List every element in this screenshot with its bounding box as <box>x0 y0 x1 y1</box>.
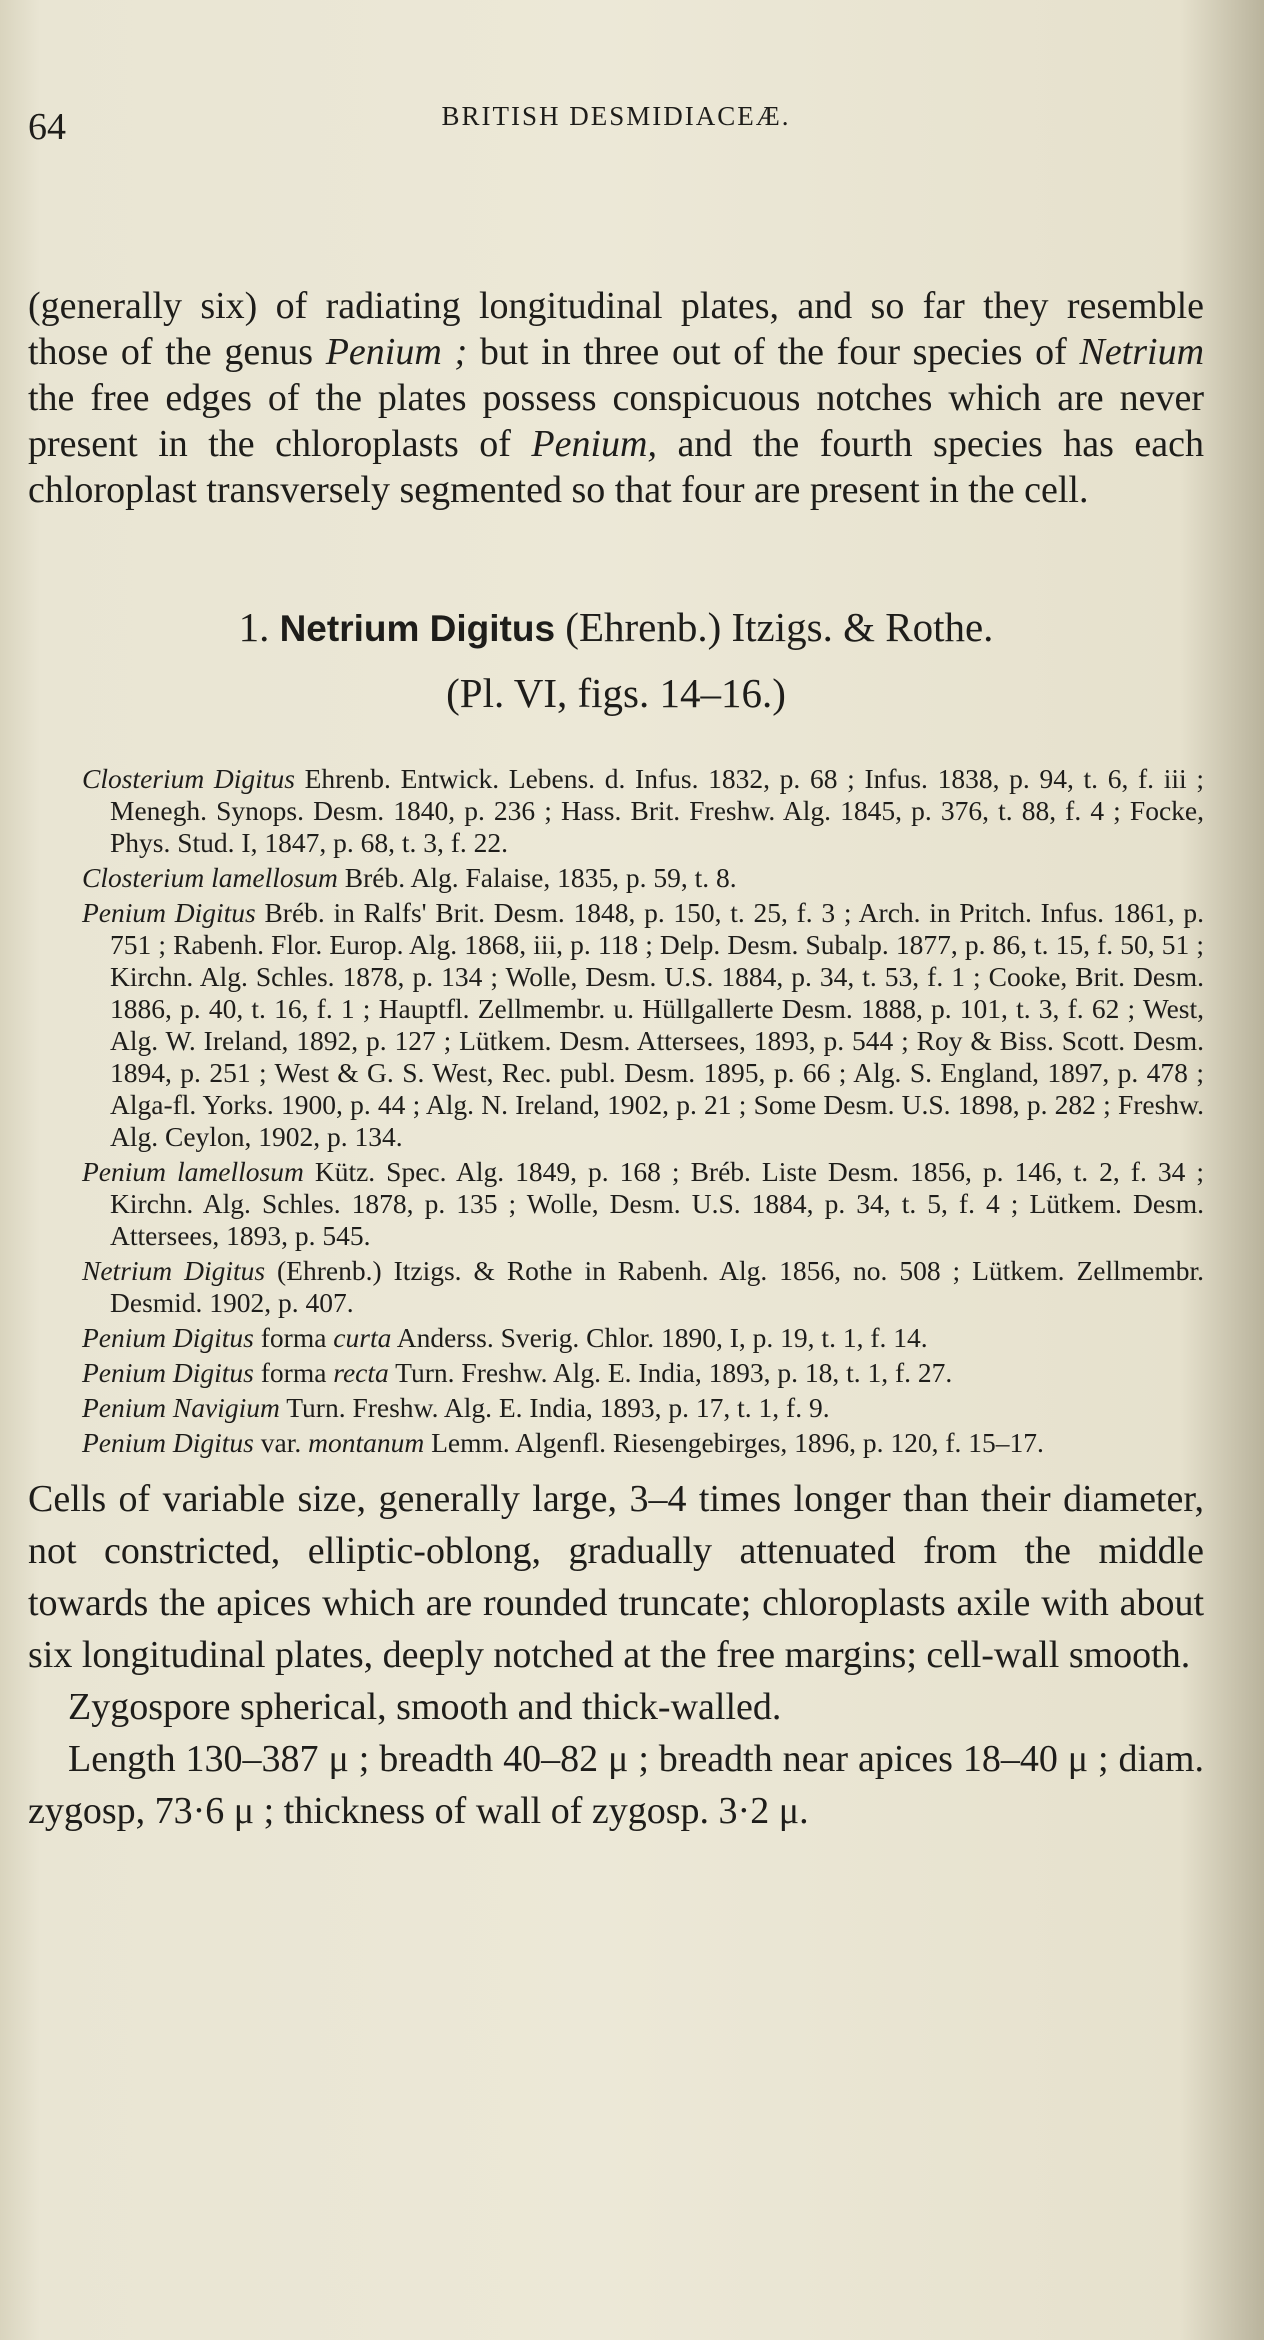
synonym-entry <box>82 763 1204 859</box>
synonym-name: Penium Digitus <box>82 1322 254 1353</box>
species-number: 1. <box>238 604 270 650</box>
plate-reference: (Pl. VI, figs. 14–16.) <box>446 670 786 716</box>
intro-run: (generally six) of radiating longitudinal plates, and so far they resemble those of the genus <box>28 285 1204 373</box>
synonym-citation: Kütz. Spec. Alg. 1849, p. 168 ; Bréb. Liste Desm. 1856, p. 146, t. 2, f. 34 ; Kirchn. Alg. Schles. 1878, p. 135 ; Wolle, Desm. U.S. 1884, p. 34, t. 5, f. 4 ; Lütkem. Desm. Attersees, 1893, p. 545. <box>110 1156 1204 1251</box>
synonym-entry <box>82 1322 1204 1354</box>
synonym-infraname: montanum <box>308 1427 425 1458</box>
synonym-infraname: curta <box>333 1322 392 1353</box>
synonym-name: Penium Digitus <box>82 897 256 928</box>
page-number: 64 <box>28 106 66 148</box>
species-heading <box>28 601 1204 655</box>
synonym-entry <box>82 862 1204 894</box>
synonym-citation: Turn. Freshw. Alg. E. India, 1893, p. 17, t. 1, f. 9. <box>279 1392 830 1423</box>
synonym-entry <box>82 1357 1204 1389</box>
synonym-rank: var. <box>253 1427 309 1458</box>
synonym-rank: forma <box>253 1322 334 1353</box>
synonym-citation: Ehrenb. Entwick. Lebens. d. Infus. 1832, p. 68 ; Infus. 1838, p. 94, t. 6, f. iii ; Menegh. Synops. Desm. 1840, p. 236 ; Hass. Brit. Freshw. Alg. 1845, p. 376, t. 88, f. 4 ; Focke, Phys. Stud. I, 1847, p. 68, t. 3, f. 22. <box>110 763 1204 858</box>
synonym-name: Penium Navigium <box>82 1392 280 1423</box>
synonym-name: Penium Digitus <box>82 1357 254 1388</box>
synonym-name: Penium lamellosum <box>82 1156 304 1187</box>
synonym-infraname: recta <box>333 1357 389 1388</box>
synonym-citation: (Ehrenb.) Itzigs. & Rothe in Rabenh. Alg. 1856, no. 508 ; Lütkem. Zellmembr. Desmid. 1902, p. 407. <box>110 1255 1204 1318</box>
synonym-citation: Lemm. Algenfl. Riesengebirges, 1896, p. 120, f. 15–17. <box>424 1427 1044 1458</box>
intro-text <box>28 283 1204 513</box>
intro-italic-term: Netrium <box>1079 331 1205 373</box>
synonym-citation: Bréb. in Ralfs' Brit. Desm. 1848, p. 150, t. 25, f. 3 ; Arch. in Pritch. Infus. 1861, p. 751 ; Rabenh. Flor. Europ. Alg. 1868, iii, p. 118 ; Delp. Desm. Subalp. 1877, p. 86, t. 15, f. 50, 51 ; Kirchn. Alg. Schles. 1878, p. 134 ; Wolle, Desm. U.S. 1884, p. 34, t. 53, f. 1 ; Cooke, Brit. Desm. 1886, p. 40, t. 16, f. 1 ; Hauptfl. Zellmembr. u. Hüllgallerte Desm. 1888, p. 101, t. 3, f. 62 ; West, Alg. W. Ireland, 1892, p. 127 ; Lütkem. Desm. Attersees, 1893, p. 544 ; Roy & Biss. Scott. Desm. 1894, p. 251 ; West & G. S. West, Rec. publ. Desm. 1895, p. 66 ; Alg. S. England, 1897, p. 478 ; Alga-fl. Yorks. 1900, p. 44 ; Alg. N. Ireland, 1902, p. 21 ; Some Desm. U.S. 1898, p. 282 ; Freshw. Alg. Ceylon, 1902, p. 134. <box>110 897 1204 1152</box>
synonym-name: Netrium Digitus <box>82 1255 266 1286</box>
synonym-rank: forma <box>253 1357 334 1388</box>
page-header <box>28 95 1204 165</box>
running-head: BRITISH DESMIDIACEÆ. <box>441 101 791 131</box>
description-measurements: Length 130–387 μ ; breadth 40–82 μ ; breadth near apices 18–40 μ ; diam. zygosp, 73·6 μ ; thickness of wall of zygosp. 3·2 μ. <box>28 1738 1204 1832</box>
intro-run: but in three out of the four species of <box>467 331 1080 373</box>
species-authority: (Ehrenb.) Itzigs. & Rothe. <box>565 604 994 650</box>
synonym-citation: Bréb. Alg. Falaise, 1835, p. 59, t. 8. <box>337 862 737 893</box>
intro-paragraph <box>28 283 1204 513</box>
synonym-entry <box>82 897 1204 1153</box>
synonym-entry <box>82 1427 1204 1459</box>
synonym-name: Closterium lamellosum <box>82 862 338 893</box>
species-description <box>28 1473 1204 1837</box>
intro-italic-term: Penium ; <box>325 331 468 373</box>
intro-run: the free edges of the plates possess conspicuous notches which are never present in the chloroplasts of <box>28 377 1204 465</box>
species-name: Netrium Digitus <box>279 608 556 649</box>
synonym-citation: Anderss. Sverig. Chlor. 1890, I, p. 19, t. 1, f. 14. <box>391 1322 928 1353</box>
description-zygospore: Zygospore spherical, smooth and thick-walled. <box>68 1686 782 1728</box>
description-cells: Cells of variable size, generally large, 3–4 times longer than their diameter, not constricted, elliptic-oblong, gradually attenuated from the middle towards the apices which are rounded truncate; chloroplasts axile with about six longitudinal plates, deeply notched at the free margins; cell-wall smooth. <box>28 1478 1204 1676</box>
synonym-citation: Turn. Freshw. Alg. E. India, 1893, p. 18, t. 1, f. 27. <box>388 1357 953 1388</box>
intro-run: and the fourth species has each chloroplast transversely segmented so that four are present in the cell. <box>28 423 1204 511</box>
synonym-name: Closterium Digitus <box>82 763 295 794</box>
synonym-entry <box>82 1156 1204 1252</box>
synonym-entry <box>82 1392 1204 1424</box>
synonym-name: Penium Digitus <box>82 1427 254 1458</box>
intro-italic-term: Penium, <box>531 423 657 465</box>
synonymy-list <box>28 763 1204 1459</box>
synonym-entry <box>82 1255 1204 1319</box>
